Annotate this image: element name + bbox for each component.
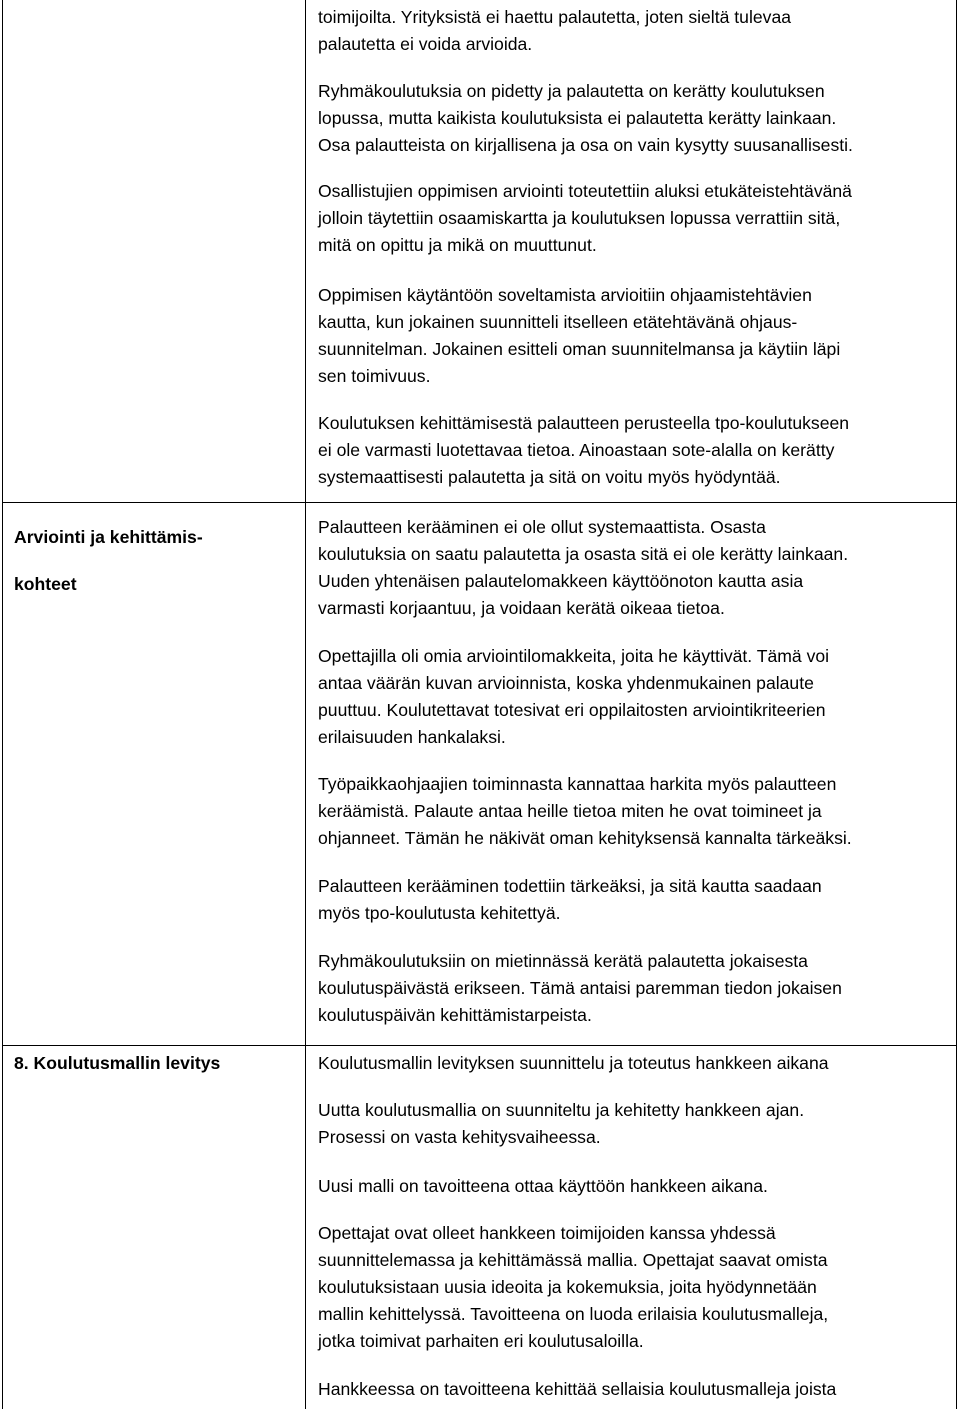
row-label: Arviointi ja kehittämis- kohteet bbox=[14, 527, 203, 594]
paragraph: Palautteen kerääminen todettiin tärkeäksi, ja sitä kautta saadaan myös tpo-koulutusta kehitettyä. bbox=[318, 876, 822, 923]
table-right-border bbox=[956, 0, 957, 1409]
row-divider bbox=[2, 1045, 957, 1046]
paragraph: Osallistujien oppimisen arviointi toteutettiin aluksi etukäteistehtävänä jolloin täytettiin osaamiskartta ja koulutuksen lopussa verrattiin sitä, mitä on opittu ja mikä on muuttunut. bbox=[318, 181, 852, 255]
paragraph: Koulutuksen kehittämisestä palautteen perusteella tpo-koulutukseen ei ole varmasti luotettavaa tietoa. Ainoastaan sote-alalla on kerätty systemaattisesti palautetta ja sitä on voitu myös hyödyntää. bbox=[318, 413, 850, 487]
paragraph: Opettajat ovat olleet hankkeen toimijoiden kanssa yhdessä suunnittelemassa ja kehittämässä mallia. Opettajat saavat omista koulutuksistaan uusia ideoita ja kokemuksia, joita hyödynnetään mallin kehittelyssä. Tavoitteena on luoda erilaisia koulutusmalleja, jotka toimivat parhaiten eri koulutusaloilla. bbox=[318, 1223, 829, 1351]
paragraph: Ryhmäkoulutuksia on pidetty ja palautetta on kerätty koulutuksen lopussa, mutta kaikista koulutuksista ei palautetta kerätty lainkaan. Osa palautteista on kirjallisena ja osa on vain kysytty suusanallisesti. bbox=[318, 81, 853, 155]
paragraph: Hankkeessa on tavoitteena kehittää sellaisia koulutusmalleja joista bbox=[318, 1379, 837, 1399]
paragraph: Uutta koulutusmallia on suunniteltu ja kehitetty hankkeen ajan. Prosessi on vasta kehitysvaiheessa. bbox=[318, 1100, 805, 1147]
row-label: 8. Koulutusmallin levitys bbox=[14, 1053, 221, 1073]
paragraph: Koulutusmallin levityksen suunnittelu ja toteutus hankkeen aikana bbox=[318, 1053, 829, 1073]
table-left-border bbox=[2, 0, 3, 1409]
paragraph: Työpaikkaohjaajien toiminnasta kannattaa harkita myös palautteen keräämistä. Palaute antaa heille tietoa miten he ovat toimineet ja ohjanneet. Tämän he näkivät oman kehityksensä kannalta tärkeäksi. bbox=[318, 774, 852, 848]
paragraph: Opettajilla oli omia arviointilomakkeita, joita he käyttivät. Tämä voi antaa väärän kuvan arvioinnista, koska yhdenmukainen palaute puuttuu. Koulutettavat totesivat eri oppilaitosten arviointikriteerien erilaisuuden hankalaksi. bbox=[318, 646, 830, 747]
paragraph: Uusi malli on tavoitteena ottaa käyttöön hankkeen aikana. bbox=[318, 1176, 768, 1196]
paragraph: Ryhmäkoulutuksiin on mietinnässä kerätä palautetta jokaisesta koulutuspäivästä erikseen. Tämä antaisi paremman tiedon jokaisen koulutuspäivän kehittämistarpeista. bbox=[318, 951, 842, 1025]
table-column-divider bbox=[305, 0, 306, 1409]
paragraph: toimijoilta. Yrityksistä ei haettu palautetta, joten sieltä tulevaa palautetta ei voida arvioida. bbox=[318, 7, 792, 54]
row-divider bbox=[2, 502, 957, 503]
paragraph: Oppimisen käytäntöön soveltamista arvioitiin ohjaamistehtävien kautta, kun jokainen suunnitteli itselleen etätehtävänä ohjaus- suunnitelman. Jokainen esitteli oman suunnitelmansa ja käytiin läpi sen toimivuus. bbox=[318, 285, 841, 386]
paragraph: Palautteen kerääminen ei ole ollut systemaattista. Osasta koulutuksia on saatu palautetta ja osasta sitä ei ole kerätty lainkaan. Uuden yhtenäisen palautelomakkeen käyttöönoton kautta asia varmasti korjaantuu, ja voidaan kerätä oikeaa tietoa. bbox=[318, 517, 849, 618]
